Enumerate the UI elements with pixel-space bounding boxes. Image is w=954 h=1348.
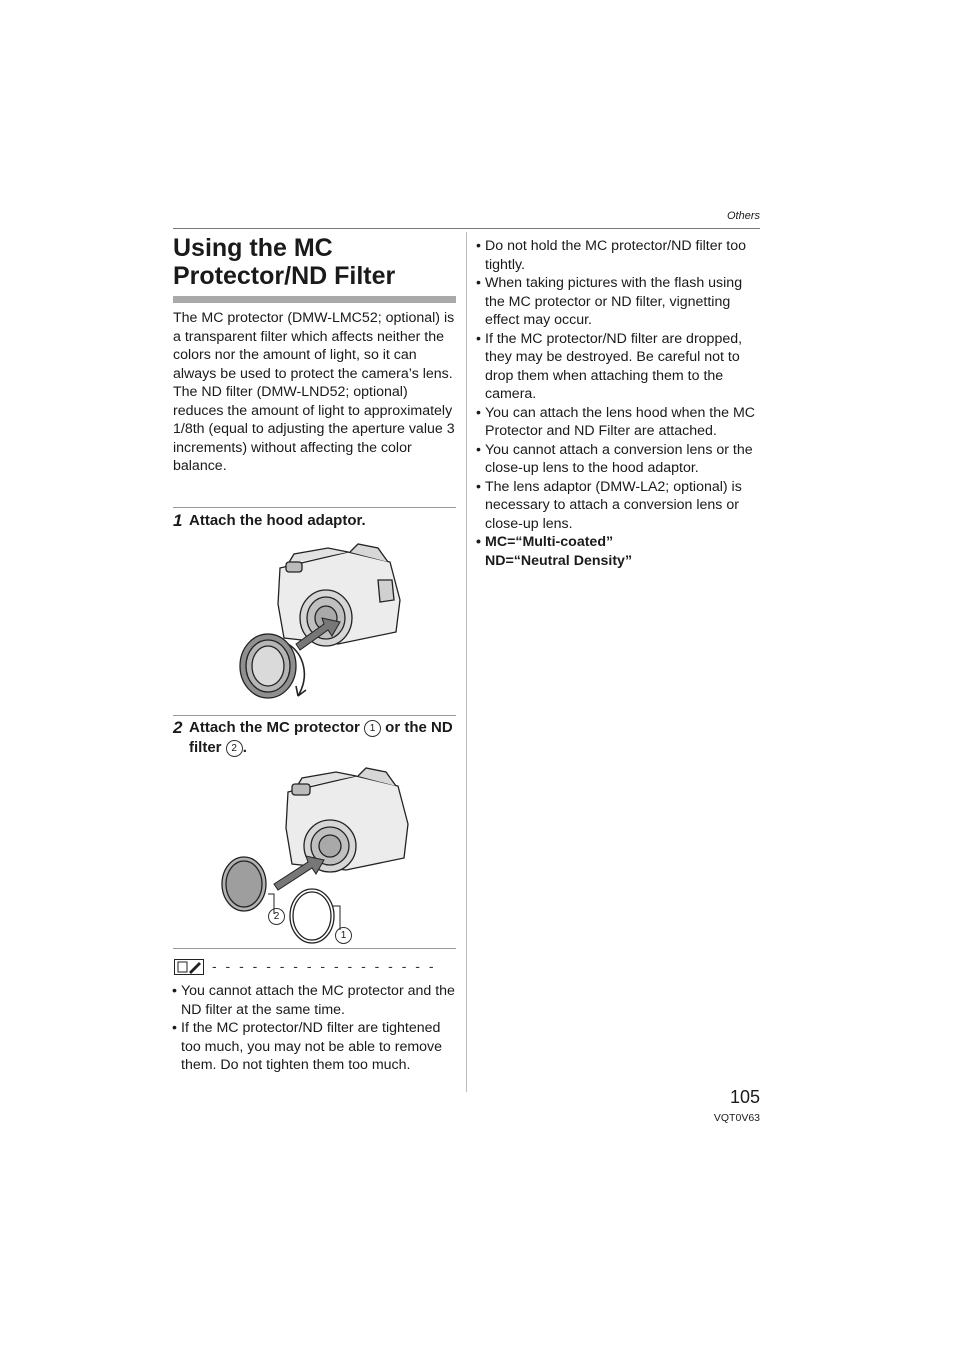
header-rule: [173, 228, 760, 229]
page-number: 105: [729, 1087, 760, 1107]
list-item: • If the MC protector/ND filter are tightened too much, you may not be able to remove them. Do not tighten them too much.: [172, 1019, 456, 1075]
section-label: Others: [726, 210, 760, 222]
step-2-text-a: Attach the MC protector: [189, 719, 365, 736]
notes-list: [172, 982, 456, 1075]
intro-paragraph-2: The ND filter (DMW-LND52; optional) reduces the amount of light to approximately 1/8th (equal to adjusting the aperture value 3 increments) without affecting the color balance.: [173, 384, 455, 474]
mc-protector-marker: 1: [364, 720, 381, 737]
nd-filter-label: 2: [268, 908, 285, 925]
step-2-text-b: or the ND filter: [189, 719, 453, 756]
hood-adaptor-illustration: [228, 540, 408, 710]
cautions-list: [476, 237, 760, 570]
step-1-rule: [173, 507, 456, 508]
document-code: VQT0V63: [713, 1112, 760, 1124]
notes-rule: [173, 948, 456, 949]
step-2-rule: [173, 715, 456, 716]
intro-text: [173, 309, 459, 476]
column-divider: [466, 232, 467, 1092]
intro-paragraph-1: The MC protector (DMW-LMC52; optional) is a transparent filter which affects neither the colors nor the amount of light, so it can always be used to protect the camera’s lens.: [173, 310, 455, 382]
filter-attach-illustration: [212, 766, 412, 946]
step-1-text: Attach the hood adaptor.: [189, 512, 366, 529]
step-1-number: 1: [173, 511, 183, 530]
list-item: • You can attach the lens hood when the MC Protector and ND Filter are attached.: [476, 404, 760, 441]
list-item: • The lens adaptor (DMW-LA2; optional) is necessary to attach a conversion lens or close-up lens.: [476, 478, 760, 534]
step-2-text-c: .: [242, 739, 247, 756]
note-icon: [174, 959, 204, 975]
list-item: • You cannot attach a conversion lens or the close-up lens to the hood adaptor.: [476, 441, 760, 478]
list-item: • You cannot attach the MC protector and the ND filter at the same time.: [172, 982, 456, 1019]
notes-dashes: - - - - - - - - - - - - - - - - -: [212, 958, 436, 974]
abbreviation-item: [476, 533, 760, 570]
page-title: [173, 234, 463, 290]
step-2: [173, 718, 458, 756]
title-line-2: Protector/ND Filter: [173, 262, 396, 290]
step-2-number: 2: [173, 718, 183, 737]
mc-protector-label: 1: [335, 927, 352, 944]
list-item: • Do not hold the MC protector/ND filter too tightly.: [476, 237, 760, 274]
step-2-text: [189, 718, 453, 758]
title-underline: [173, 296, 456, 303]
title-line-1: Using the MC: [173, 234, 333, 262]
list-item: • If the MC protector/ND filter are dropped, they may be destroyed. Be careful not to drop them when attaching them to the camera.: [476, 330, 760, 404]
mc-definition: • MC=“Multi-coated”: [485, 534, 614, 550]
step-1: [173, 511, 458, 532]
nd-filter-marker: 2: [226, 740, 243, 757]
nd-definition: ND=“Neutral Density”: [485, 552, 633, 569]
list-item: • When taking pictures with the flash using the MC protector or ND filter, vignetting effect may occur.: [476, 274, 760, 330]
